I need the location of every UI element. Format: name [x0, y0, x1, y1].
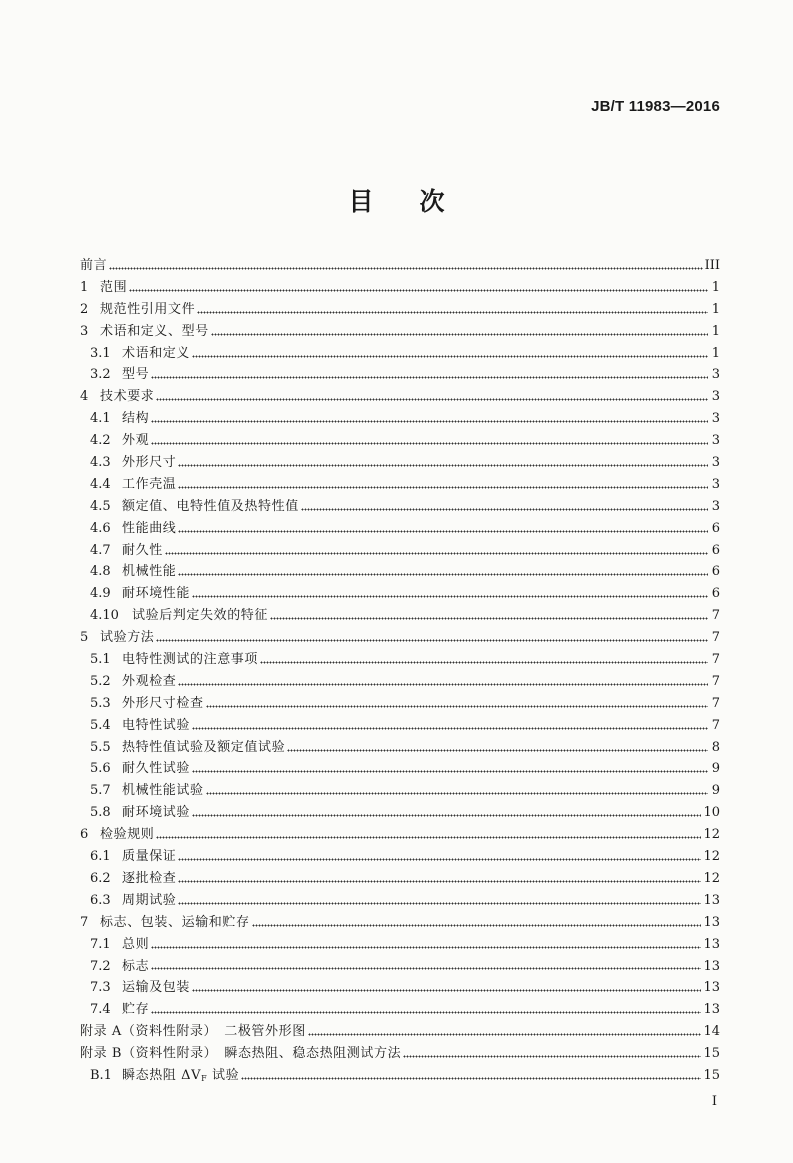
- toc-leader-dots: [178, 895, 701, 905]
- toc-entry-title: 逐批检查: [122, 870, 177, 886]
- toc-entry-page: 10: [703, 805, 720, 821]
- toc-entry-page: 6: [711, 564, 720, 580]
- toc-entry-page: 1: [711, 279, 720, 295]
- toc-entry-title: 外观: [122, 433, 150, 449]
- toc-entry[interactable]: [80, 451, 720, 473]
- toc-entry-title: 贮存: [122, 1002, 150, 1018]
- toc-entry-title: 前言: [80, 258, 108, 273]
- toc-entry-title: 热特性值试验及额定值试验: [122, 739, 286, 755]
- toc-leader-dots: [109, 260, 702, 270]
- toc-entry-page: 6: [711, 586, 720, 602]
- toc-entry[interactable]: [80, 254, 720, 276]
- toc-entry-page: 13: [703, 892, 720, 908]
- toc-leader-dots: [192, 588, 708, 598]
- toc-entry-page: 7: [711, 717, 720, 733]
- toc-entry-number: 4.3: [90, 455, 111, 471]
- toc-entry-page: 3: [711, 411, 720, 427]
- toc-entry[interactable]: [80, 342, 720, 364]
- toc-entry-number: 5.6: [90, 761, 111, 777]
- toc-entry-title: 术语和定义: [122, 345, 191, 361]
- toc-entry-number: 6.1: [90, 849, 111, 865]
- toc-entry[interactable]: [80, 933, 720, 955]
- toc-leader-dots: [192, 807, 701, 817]
- toc-entry[interactable]: [80, 1020, 720, 1042]
- toc-entry-number: 4.10: [90, 608, 119, 624]
- toc-entry-title: 周期试验: [122, 892, 177, 908]
- toc-entry-number: 5.5: [90, 739, 111, 755]
- toc-entry[interactable]: [80, 495, 720, 517]
- toc-entry[interactable]: [80, 757, 720, 779]
- toc-entry[interactable]: [80, 736, 720, 758]
- toc-entry-page: 12: [703, 849, 720, 865]
- toc-entry-page: 8: [711, 739, 720, 755]
- toc-entry-page: 7: [711, 673, 720, 689]
- toc-entry-page: 9: [711, 761, 720, 777]
- toc-leader-dots: [301, 501, 708, 511]
- toc-entry-title: 附录 A（资料性附录） 二极管外形图: [80, 1024, 306, 1040]
- toc-entry-number: 5.4: [90, 717, 111, 733]
- toc-entry-number: 4.2: [90, 433, 111, 449]
- toc-entry-page: 14: [703, 1024, 720, 1040]
- toc-entry[interactable]: [80, 582, 720, 604]
- toc-entry[interactable]: [80, 298, 720, 320]
- toc-entry-page: 6: [711, 520, 720, 536]
- toc-entry-title: 结构: [122, 411, 150, 427]
- toc-entry-number: 4.8: [90, 564, 111, 580]
- toc-leader-dots: [287, 742, 708, 752]
- toc-entry-title: 范围: [100, 279, 128, 295]
- toc-leader-dots: [206, 785, 708, 795]
- toc-entry-page: 15: [703, 1067, 720, 1083]
- toc-entry[interactable]: [80, 517, 720, 539]
- toc-entry[interactable]: [80, 429, 720, 451]
- toc-entry[interactable]: [80, 911, 720, 933]
- toc-entry[interactable]: [80, 604, 720, 626]
- toc-entry-title: 耐环境性能: [122, 586, 191, 602]
- toc-entry-title: 瞬态热阻 $\Delta V_F$ 试验: [122, 1067, 240, 1083]
- toc-entry-number: 4.9: [90, 586, 111, 602]
- toc-entry-page: 3: [711, 433, 720, 449]
- toc-entry-title: 质量保证: [122, 849, 177, 865]
- toc-entry-title: 外观检查: [122, 673, 177, 689]
- toc-leader-dots: [178, 479, 708, 489]
- toc-entry-page: 1: [711, 323, 720, 339]
- toc-entry-page: 13: [703, 936, 720, 952]
- toc-entry-title: 型号: [122, 367, 150, 383]
- toc-entry[interactable]: [80, 539, 720, 561]
- toc-entry[interactable]: [80, 1042, 720, 1064]
- toc-entry-number: 5.1: [90, 652, 111, 668]
- toc-entry-page: 3: [711, 389, 720, 405]
- toc-leader-dots: [178, 566, 708, 576]
- toc-entry-page: 13: [703, 1002, 720, 1018]
- toc-entry-title: 机械性能: [122, 564, 177, 580]
- toc-leader-dots: [156, 632, 708, 642]
- toc-entry-title: 外形尺寸: [122, 455, 177, 471]
- toc-entry-number: 3.2: [90, 367, 111, 383]
- toc-entry-page: 13: [703, 980, 720, 996]
- toc-entry-title: 总则: [122, 936, 150, 952]
- toc-entry-page: 7: [711, 695, 720, 711]
- toc-entry-title: 规范性引用文件: [100, 301, 196, 317]
- toc-leader-dots: [151, 435, 708, 445]
- toc-entry-number: 3.1: [90, 345, 111, 361]
- toc-entry-number: 7: [80, 914, 89, 930]
- toc-leader-dots: [151, 369, 708, 379]
- toc-entry-title: 机械性能试验: [122, 783, 204, 799]
- toc-entry-title: 试验方法: [100, 630, 155, 646]
- toc-entry-page: 3: [711, 367, 720, 383]
- toc-entry-page: 3: [711, 476, 720, 492]
- toc-entry[interactable]: [80, 276, 720, 298]
- toc-entry-page: 1: [711, 301, 720, 317]
- page-title: 目次: [348, 187, 491, 216]
- toc-entry-number: 7.1: [90, 936, 111, 952]
- toc-leader-dots: [151, 413, 708, 423]
- toc-entry-page: 7: [711, 608, 720, 624]
- toc-entry[interactable]: [80, 801, 720, 823]
- toc-entry-title: 工作壳温: [122, 476, 177, 492]
- toc-leader-dots: [192, 982, 701, 992]
- toc-entry[interactable]: [80, 976, 720, 998]
- toc-entry-number: 4.6: [90, 520, 111, 536]
- toc-entry[interactable]: [80, 320, 720, 342]
- toc-entry-number: 2: [80, 301, 89, 317]
- toc-leader-dots: [197, 304, 708, 314]
- toc-entry-page: 7: [711, 630, 720, 646]
- toc-entry-number: 6.3: [90, 892, 111, 908]
- toc-leader-dots: [260, 654, 708, 664]
- toc-entry-title: 试验后判定失效的特征: [132, 608, 269, 624]
- toc-entry-number: 4: [80, 389, 89, 405]
- toc-entry[interactable]: [80, 867, 720, 889]
- toc-entry[interactable]: [80, 473, 720, 495]
- toc-entry-title: 检验规则: [100, 827, 155, 843]
- toc-entry-number: 5: [80, 630, 89, 646]
- toc-entry-title: 耐久性试验: [122, 761, 191, 777]
- toc-entry[interactable]: [80, 560, 720, 582]
- toc-entry-title: 性能曲线: [122, 520, 177, 536]
- toc-entry-page: III: [704, 258, 720, 273]
- toc-entry[interactable]: [80, 845, 720, 867]
- toc-entry-number: 6: [80, 827, 89, 843]
- toc-entry[interactable]: [80, 648, 720, 670]
- toc-entry-page: 13: [703, 958, 720, 974]
- toc-entry-number: 7.4: [90, 1002, 111, 1018]
- toc-leader-dots: [178, 851, 701, 861]
- toc-leader-dots: [252, 917, 702, 927]
- toc-leader-dots: [241, 1070, 701, 1080]
- toc-entry-number: 4.5: [90, 498, 111, 514]
- toc-entry-page: 7: [711, 652, 720, 668]
- toc-entry[interactable]: [80, 714, 720, 736]
- table-of-contents: [80, 254, 720, 1086]
- toc-entry-page: 12: [703, 870, 720, 886]
- toc-leader-dots: [192, 763, 708, 773]
- toc-entry-number: 5.3: [90, 695, 111, 711]
- toc-entry[interactable]: [80, 998, 720, 1020]
- toc-entry[interactable]: [80, 385, 720, 407]
- toc-entry-page: 13: [703, 914, 720, 930]
- toc-entry[interactable]: [80, 823, 720, 845]
- toc-leader-dots: [178, 676, 708, 686]
- toc-entry-number: 4.4: [90, 476, 111, 492]
- toc-entry-title: 外形尺寸检查: [122, 695, 204, 711]
- toc-entry-title: 耐环境试验: [122, 805, 191, 821]
- toc-entry-page: 12: [703, 827, 720, 843]
- toc-entry-title: 额定值、电特性值及热特性值: [122, 498, 299, 514]
- toc-entry-number: 5.8: [90, 805, 111, 821]
- toc-entry-number: 5.7: [90, 783, 111, 799]
- toc-entry-number: 5.2: [90, 673, 111, 689]
- toc-leader-dots: [403, 1048, 701, 1058]
- toc-entry-title: 术语和定义、型号: [100, 323, 209, 339]
- toc-leader-dots: [151, 1004, 701, 1014]
- toc-entry-number: 7.2: [90, 958, 111, 974]
- toc-leader-dots: [165, 545, 708, 555]
- toc-entry[interactable]: [80, 670, 720, 692]
- toc-entry-title: 运输及包装: [122, 980, 191, 996]
- toc-leader-dots: [192, 348, 708, 358]
- toc-entry-page: 6: [711, 542, 720, 558]
- toc-leader-dots: [178, 523, 708, 533]
- toc-entry-number: 4.1: [90, 411, 111, 427]
- toc-entry-number: 7.3: [90, 980, 111, 996]
- toc-entry-title: 标志、包装、运输和贮存: [100, 914, 250, 930]
- toc-entry-page: 3: [711, 498, 720, 514]
- toc-leader-dots: [156, 829, 701, 839]
- toc-leader-dots: [211, 326, 708, 336]
- toc-leader-dots: [151, 939, 701, 949]
- toc-entry[interactable]: [80, 626, 720, 648]
- toc-leader-dots: [192, 720, 708, 730]
- toc-entry-number: 3: [80, 323, 89, 339]
- toc-leader-dots: [206, 698, 708, 708]
- toc-entry[interactable]: [80, 889, 720, 911]
- toc-entry-title: 电特性测试的注意事项: [122, 652, 259, 668]
- standard-code: JB/T 11983—2016: [591, 98, 720, 115]
- toc-entry-number: 1: [80, 279, 89, 295]
- toc-leader-dots: [151, 960, 701, 970]
- toc-entry[interactable]: [80, 779, 720, 801]
- page-number: I: [711, 1094, 717, 1109]
- toc-leader-dots: [178, 457, 708, 467]
- toc-entry[interactable]: [80, 407, 720, 429]
- toc-entry[interactable]: [80, 692, 720, 714]
- toc-leader-dots: [129, 282, 708, 292]
- toc-entry-page: 15: [703, 1046, 720, 1062]
- toc-entry-page: 3: [711, 455, 720, 471]
- toc-entry[interactable]: [80, 1064, 720, 1086]
- toc-entry-title: 标志: [122, 958, 150, 974]
- toc-leader-dots: [308, 1026, 702, 1036]
- toc-entry-page: 1: [711, 345, 720, 361]
- toc-entry-title: 耐久性: [122, 542, 163, 558]
- toc-entry-number: B.1: [90, 1067, 112, 1083]
- toc-leader-dots: [156, 391, 708, 401]
- toc-entry-title: 附录 B（资料性附录） 瞬态热阻、稳态热阻测试方法: [80, 1046, 402, 1062]
- toc-entry-number: 4.7: [90, 542, 111, 558]
- toc-leader-dots: [270, 610, 708, 620]
- toc-entry-number: 6.2: [90, 870, 111, 886]
- toc-entry-title: 电特性试验: [122, 717, 191, 733]
- toc-entry-page: 9: [711, 783, 720, 799]
- toc-entry-title: 技术要求: [100, 389, 155, 405]
- toc-entry[interactable]: [80, 955, 720, 977]
- toc-entry[interactable]: [80, 363, 720, 385]
- toc-leader-dots: [178, 873, 701, 883]
